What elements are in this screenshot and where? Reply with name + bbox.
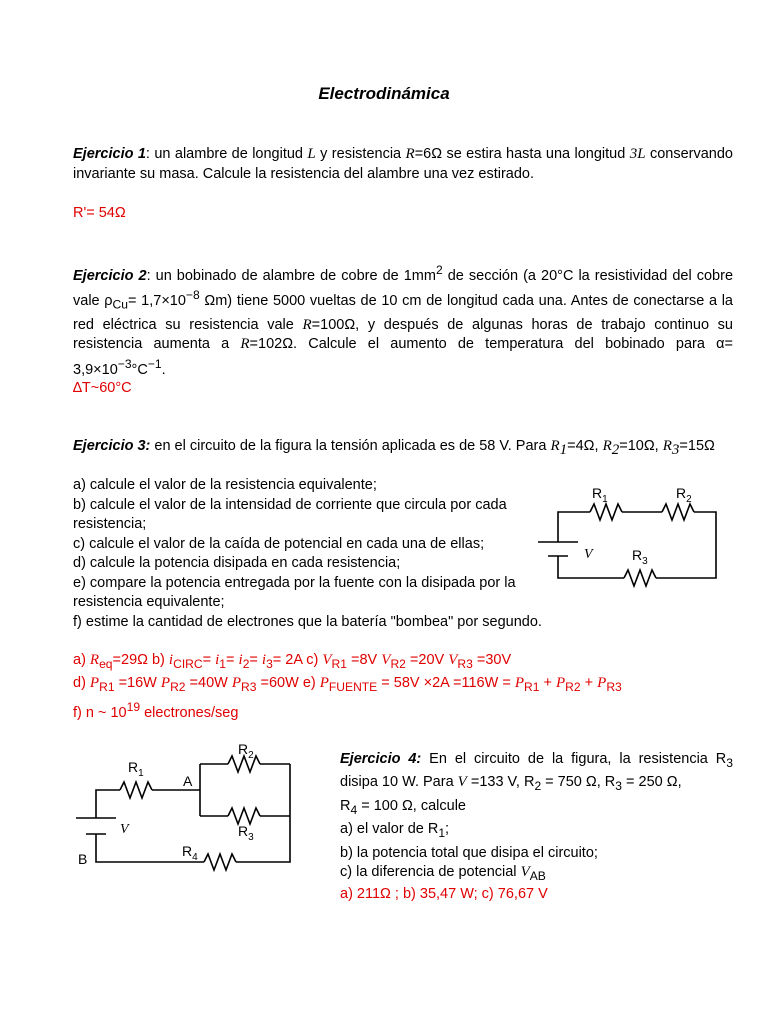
exercise-2-statement [73, 261, 733, 380]
var-v: V [381, 652, 391, 668]
label-v: V [120, 822, 129, 837]
subscript: 1 [219, 656, 227, 671]
question-a [340, 820, 733, 843]
subscript: 2 [611, 441, 620, 458]
subscript: CIRC [173, 656, 203, 671]
subscript: R2 [565, 680, 581, 695]
resistor-r2 [662, 504, 694, 520]
text: R [340, 797, 351, 814]
subscript: eq [99, 656, 113, 671]
subscript: 3 [615, 779, 622, 794]
text: = 100 Ω, calcule [357, 797, 466, 814]
text: = 1,7×10 [128, 293, 186, 310]
exercise-4-intro [340, 750, 733, 797]
label-v: V [584, 547, 593, 562]
subscript: R1 [331, 656, 347, 671]
text: electrones/seg [140, 704, 239, 721]
label-r3: $R_3$ [238, 823, 254, 843]
alpha-symbol: α [716, 336, 725, 353]
text: =60W e) [256, 675, 320, 692]
text: : un bobinado de alambre de cobre de 1mm [146, 267, 436, 284]
text: =8V [347, 652, 382, 668]
resistor-r1 [590, 504, 622, 520]
subscript: R3 [606, 680, 622, 695]
subscript: AB [529, 868, 546, 883]
text: =15Ω [679, 438, 715, 454]
text: c) la diferencia de potencial [340, 864, 521, 881]
var-v: V [448, 652, 458, 668]
exercise-2-label: Ejercicio 2 [73, 267, 147, 284]
text: = [249, 652, 262, 668]
subscript: 2 [534, 779, 542, 794]
text: disipa 10 W. Para [340, 774, 458, 791]
var-p: P [160, 675, 171, 692]
text: =102Ω. Calcule el aumento de temperatura del bobinado para [249, 336, 717, 353]
exercise-1-answer: R'= 54Ω [73, 205, 126, 221]
var-p: P [319, 675, 329, 692]
text: = 750 Ω, R [541, 774, 616, 791]
text: =30V [472, 652, 512, 668]
wire [558, 512, 590, 542]
text: + [539, 675, 556, 692]
subscript: 1 [438, 826, 446, 841]
exercise-3-label: Ejercicio 3: [73, 438, 151, 454]
var-R: R [405, 146, 415, 162]
text: = 3,9×10 [73, 336, 733, 378]
text: =100Ω, y después de algunas horas de trabajo continuo su resistencia aumenta a [73, 316, 733, 353]
resistor-r2 [228, 756, 260, 772]
question-a: a) calcule el valor de la resistencia equivalente; [73, 477, 377, 493]
subscript: FUENTE [328, 680, 378, 695]
text: = [202, 652, 216, 668]
var-R: R [662, 438, 672, 454]
text: en el circuito de la figura la tensión aplicada es de 58 V. Para [150, 438, 551, 454]
var-i: i [261, 652, 267, 668]
text: a) [73, 652, 90, 668]
text: a) el valor de R [340, 821, 439, 838]
answer-line-1 [73, 651, 733, 674]
subscript: 4 [350, 802, 358, 817]
var-p: P [231, 675, 242, 692]
wire [236, 764, 290, 862]
question-b: b) la potencia total que disipa el circuito; [340, 844, 598, 861]
subscript: R2 [170, 680, 186, 695]
var-p: P [89, 675, 100, 692]
exercise-4-label: Ejercicio 4: [340, 751, 422, 767]
var-R: R [550, 438, 560, 454]
superscript: −3 [117, 356, 132, 371]
text: =29Ω b) [112, 652, 169, 668]
subscript: 2 [242, 656, 250, 671]
var-v: V [520, 864, 530, 881]
label-r2: $R_2$ [676, 485, 692, 505]
exercise-3-intro [73, 437, 733, 460]
exercise-2-answer: ∆T~60°C [73, 380, 132, 396]
superscript: −1 [147, 356, 162, 371]
subscript: R2 [390, 656, 406, 671]
resistor-r3 [624, 570, 656, 586]
resistor-r3 [228, 808, 260, 824]
var-v: V [457, 774, 467, 791]
text: + [580, 675, 598, 692]
text: =16W [114, 675, 161, 692]
label-r2: $R_2$ [238, 741, 254, 761]
wire [96, 790, 120, 818]
label-r3: $R_3$ [632, 547, 648, 567]
text: de sección (a 20°C la resistividad del cobre vale [73, 267, 734, 310]
superscript: 2 [435, 263, 443, 277]
text: Ωm) tiene 5000 vueltas de 10 cm de longitud cada una. Antes de conectarse a la red eléctrica su resistencia vale [73, 293, 734, 333]
question-c [340, 863, 733, 886]
text: . [161, 361, 166, 378]
label-r4: $R_4$ [182, 843, 198, 863]
text: =6Ω se estira hasta una longitud [414, 146, 630, 162]
superscript: 19 [126, 699, 141, 714]
var-i: i [215, 652, 220, 668]
subscript: Cu [112, 298, 128, 313]
text: = 2A c) [272, 652, 323, 668]
subscript: R3 [241, 680, 257, 695]
var-p: P [514, 675, 525, 692]
var-R: R [302, 316, 312, 333]
page-title: Electrodinámica [318, 84, 450, 103]
question-e: e) compare la potencia entregada por la fuente con la disipada por la resistencia equivalente; [73, 574, 516, 610]
var-R: R [89, 652, 100, 668]
text: = 58V ×2A =116W = [377, 675, 515, 692]
var-3L: 3L [629, 146, 646, 162]
var-i: i [238, 652, 243, 668]
subscript: 3 [726, 755, 733, 770]
rho-symbol: ρ [104, 293, 113, 310]
question-f: f) estime la cantidad de electrones que la batería "bombea" por segundo. [73, 613, 542, 630]
text: =40W [185, 675, 232, 692]
label-r1: $R_1$ [592, 485, 608, 505]
superscript: −8 [185, 288, 200, 303]
circuit-1-diagram [530, 482, 730, 592]
exercise-4-r4 [340, 797, 733, 820]
text: =4Ω, [567, 438, 603, 454]
resistor-r1 [120, 782, 152, 798]
label-node-b: B [78, 851, 88, 867]
circuit-2-diagram [70, 738, 320, 878]
subscript: R1 [99, 680, 115, 695]
question-b: b) calcule el valor de la intensidad de corriente que circula por cada resistencia; [73, 496, 507, 532]
label-node-a: A [183, 773, 193, 789]
exercise-3-questions [73, 476, 542, 632]
label-r1: $R_1$ [128, 759, 144, 779]
wire [656, 512, 716, 578]
text: d) [73, 675, 90, 692]
exercise-4-statement [340, 750, 733, 886]
resistor-r4 [204, 854, 236, 870]
text: ; [445, 821, 450, 838]
exercise-1-statement [73, 145, 733, 184]
subscript: 1 [559, 441, 568, 458]
var-R: R [602, 438, 612, 454]
text: conservando invariante su masa. Calcule la resistencia del alambre una vez estirado. [73, 146, 733, 182]
text: En el circuito de la figura, la resistencia R [421, 751, 727, 767]
exercise-4-answer: a) 211Ω ; b) 35,47 W; c) 76,67 V [340, 886, 548, 902]
text: = [226, 652, 239, 668]
text: f) n ~ 10 [73, 704, 127, 721]
text: =10Ω, [619, 438, 663, 454]
text: =133 V, R [466, 774, 535, 791]
text: =20V [405, 652, 449, 668]
var-L: L [307, 146, 316, 162]
text: = 250 Ω, [622, 774, 682, 791]
var-p: P [556, 675, 566, 692]
question-d: d) calcule la potencia disipada en cada resistencia; [73, 555, 401, 571]
subscript: 3 [671, 441, 680, 458]
subscript: R3 [457, 656, 473, 671]
text: °C [131, 361, 148, 378]
subscript: R1 [524, 680, 540, 695]
var-p: P [597, 675, 607, 692]
question-c: c) calcule el valor de la caída de potencial en cada una de ellas; [73, 535, 485, 552]
var-v: V [322, 652, 332, 668]
var-i: i [168, 652, 174, 668]
answer-line-2 [73, 674, 733, 697]
exercise-1-label: Ejercicio 1 [73, 146, 146, 162]
exercise-3-answers [73, 651, 733, 723]
var-R: R [240, 336, 250, 353]
text: y resistencia [315, 146, 406, 162]
answer-line-3 [73, 698, 733, 723]
subscript: 3 [266, 656, 273, 671]
text: : un alambre de longitud [145, 146, 308, 162]
